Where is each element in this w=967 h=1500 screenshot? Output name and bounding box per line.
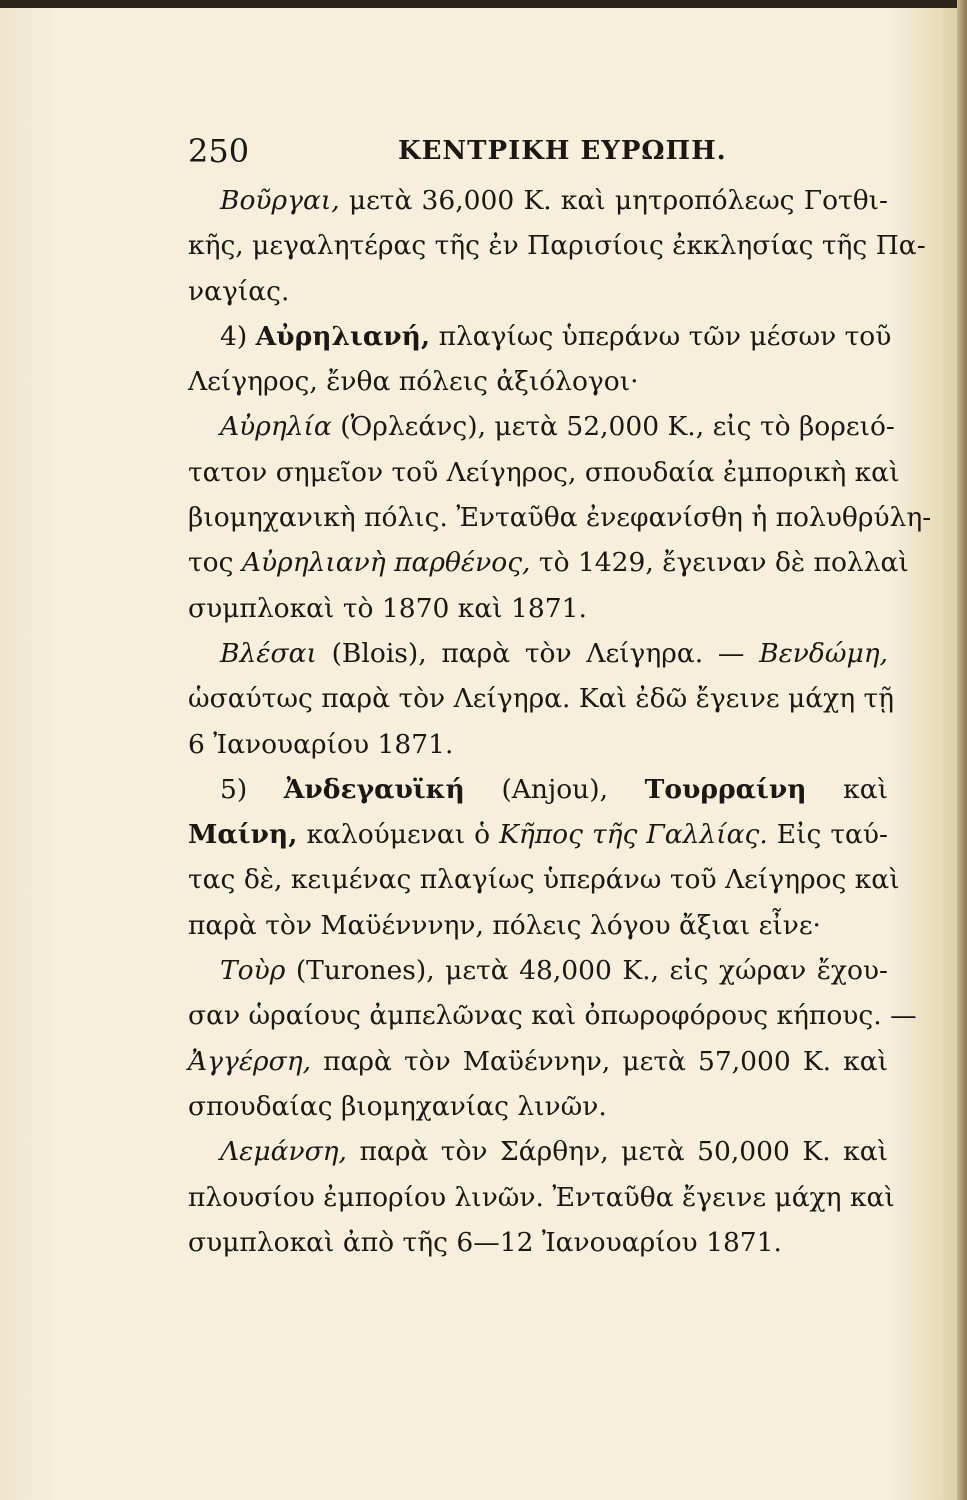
text-run: κῆς, μεγαλητέρας τῆς ἐν Παρισίοις ἐκκλησίας τῆς Πα- [188,230,926,262]
text-line [188,586,888,631]
text-line [188,1220,888,1265]
page-header [188,132,888,172]
text-line [188,1039,888,1084]
text-line [188,450,900,495]
page-right-edge [957,0,967,1500]
text-run: ναγίας. [188,275,290,307]
italic-term: Βοῦργαι, [220,185,340,216]
text-line [188,722,888,767]
text-run: τατον σημεῖον τοῦ Λείγηρος, σπουδαία ἐμπορικὴ καὶ [188,456,900,488]
italic-term: Λεμάνση, [220,1136,347,1168]
bold-heading: Τουρραίνη [644,773,807,805]
text-run: σπουδαίας βιομηχανίας λινῶν. [188,1090,607,1122]
text-run: (Anjou), [464,773,645,805]
text-run: παρὰ τὸν Σάρθην, μετὰ 50,000 Κ. καὶ [346,1136,888,1168]
text-run: βιομηχανικὴ πόλις. Ἐνταῦθα ἐνεφανίσθη ἡ πολυθρύλη- [188,502,932,534]
text-run: σαν ὡραίους ἀμπελῶνας καὶ ὀπωροφόρους κήπους. — [188,1000,917,1032]
text-line [188,404,895,449]
italic-term: Κῆπος τῆς Γαλλίας. [499,819,768,851]
text-line [188,857,900,902]
text-line [188,359,888,404]
text-line [188,676,895,721]
text-run: 5) [220,773,284,805]
text-line [188,903,888,948]
text-run: παρὰ τὸν Μαϋένννην, πόλεις λόγου ἄξιαι εἶνε· [188,909,821,941]
text-run: 6 Ἰανουαρίου 1871. [188,728,454,760]
text-line [188,178,888,223]
bold-heading: Μαίνη, [188,819,298,851]
text-line [188,540,909,585]
running-title: ΚΕΝΤΡΙΚΗ ΕΥΡΩΠΗ. [398,136,727,166]
text-run: συμπλοκαὶ ἀπὸ τῆς 6—12 Ἰανουαρίου 1871. [188,1226,782,1258]
text-run: Εἰς ταύ- [767,819,888,851]
text-line [188,223,926,268]
text-run: (Blois), παρὰ τὸν Λείγηρα. — [316,637,760,669]
text-run: πλαγίως ὑπεράνω τῶν μέσων τοῦ [430,320,892,352]
text-line [188,1129,888,1174]
text-line [188,1084,888,1129]
text-run: παρὰ τὸν Μαϋέννην, μετὰ 57,000 Κ. καὶ [311,1045,888,1077]
text-line [188,269,888,314]
text-run: τὸ 1429, ἔγειναν δὲ πολλαὶ [530,547,909,579]
text-line [188,767,888,812]
text-run: καὶ [806,773,889,805]
italic-term: Αὐρηλία [220,411,332,443]
text-line [188,993,917,1038]
italic-term: Βενδώμη, [759,637,888,669]
page-top-edge [0,0,967,8]
text-run: καλούμεναι ὁ [297,819,500,851]
italic-term: Τοὺρ [220,955,286,987]
page-number: 250 [188,132,250,170]
text-line [188,812,888,857]
text-run: (Ὀρλεάνς), μετὰ 52,000 Κ., εἰς τὸ βορειό- [331,411,895,443]
text-run: πλουσίου ἐμπορίου λινῶν. Ἐνταῦθα ἔγεινε μάχη καὶ [188,1181,895,1213]
text-line [188,1175,895,1220]
text-line [188,314,892,359]
text-run: 4) [220,320,256,352]
text-run: συμπλοκαὶ τὸ 1870 καὶ 1871. [188,592,587,624]
text-run: τας δὲ, κειμένας πλαγίως ὑπεράνω τοῦ Λείγηρος καὶ [188,864,900,896]
body-text [188,178,932,1265]
bold-heading: Αὐρηλιανή, [255,320,431,352]
text-line [188,495,932,540]
text-run: (Turones), μετὰ 48,000 Κ., εἰς χώραν ἔχου- [285,955,888,987]
bold-heading: Ἀνδεγαυϊκή [283,773,465,805]
italic-term: Βλέσαι [220,637,317,669]
text-run: μετὰ 36,000 Κ. καὶ μητροπόλεως Γοτθι- [339,185,888,216]
text-run: ὡσαύτως παρὰ τὸν Λείγηρα. Καὶ ἐδῶ ἔγεινε μάχη τῇ [188,683,895,715]
text-line [188,948,888,993]
text-run: Λείγηρος, ἔνθα πόλεις ἀξιόλογοι· [188,366,639,398]
italic-term: Ἀγγέρση, [188,1045,312,1077]
text-run: τος [188,547,242,579]
text-line [188,631,888,676]
italic-term: Αὐρηλιανὴ παρθένος, [241,547,531,579]
